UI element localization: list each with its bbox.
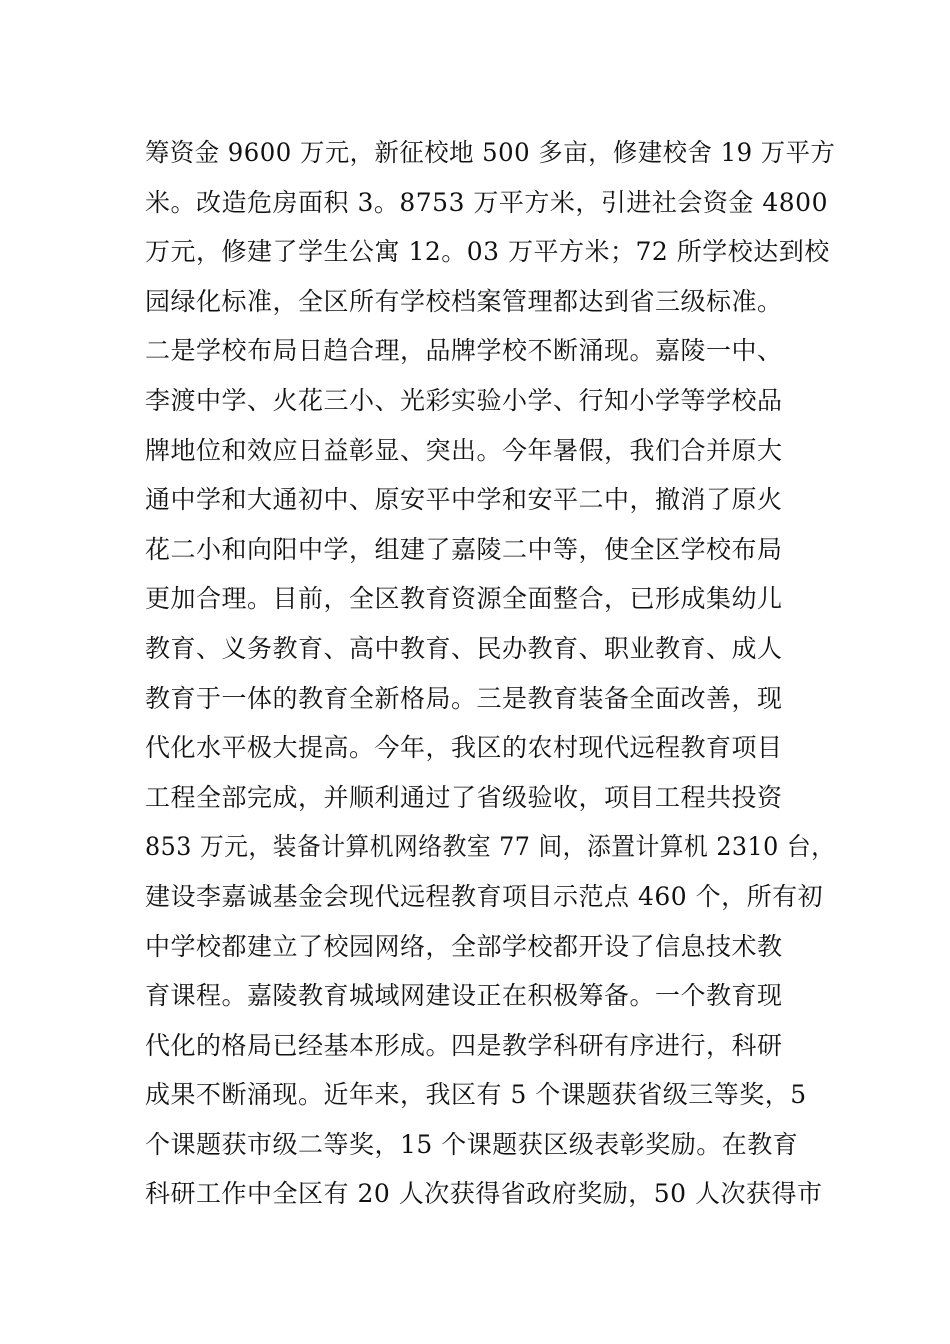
text-line: 853 万元，装备计算机网络教室 77 间，添置计算机 2310 台， — [145, 832, 836, 862]
text-line: 园绿化标准，全区所有学校档案管理都达到省三级标准。 — [145, 286, 783, 316]
text-line: 建设李嘉诚基金会现代远程教育项目示范点 460 个，所有初 — [145, 881, 824, 911]
text-line: 教育于一体的教育全新格局。三是教育装备全面改善，现 — [145, 683, 783, 713]
text-line: 万元，修建了学生公寓 12。03 万平方米；72 所学校达到校 — [145, 237, 830, 267]
text-line: 个课题获市级二等奖，15 个课题获区级表彰奖励。在教育 — [145, 1129, 799, 1159]
text-line: 花二小和向阳中学，组建了嘉陵二中等，使全区学校布局 — [145, 534, 783, 564]
text-line: 代化水平极大提高。今年，我区的农村现代远程教育项目 — [145, 733, 783, 763]
text-line: 牌地位和效应日益彰显、突出。今年暑假，我们合并原大 — [145, 435, 783, 465]
body-paragraph — [145, 128, 836, 1219]
text-line: 更加合理。目前，全区教育资源全面整合，已形成集幼儿 — [145, 584, 783, 614]
text-line: 米。改造危房面积 3。8753 万平方米，引进社会资金 4800 — [145, 187, 828, 217]
text-line: 科研工作中全区有 20 人次获得省政府奖励，50 人次获得市 — [145, 1179, 823, 1209]
text-line: 二是学校布局日趋合理，品牌学校不断涌现。嘉陵一中、 — [145, 336, 783, 366]
text-line: 育课程。嘉陵教育城域网建设正在积极筹备。一个教育现 — [145, 981, 783, 1011]
text-line: 工程全部完成，并顺利通过了省级验收，项目工程共投资 — [145, 782, 783, 812]
text-line: 通中学和大通初中、原安平中学和安平二中，撤消了原火 — [145, 485, 783, 515]
text-line: 中学校都建立了校园网络，全部学校都开设了信息技术教 — [145, 931, 783, 961]
text-line: 代化的格局已经基本形成。四是教学科研有序进行，科研 — [145, 1030, 783, 1060]
text-line: 筹资金 9600 万元，新征校地 500 多亩，修建校舍 19 万平方 — [145, 138, 836, 167]
text-line: 李渡中学、火花三小、光彩实验小学、行知小学等学校品 — [145, 385, 783, 415]
text-line: 教育、义务教育、高中教育、民办教育、职业教育、成人 — [145, 633, 783, 663]
text-line: 成果不断涌现。近年来，我区有 5 个课题获省级三等奖，5 — [145, 1080, 807, 1110]
